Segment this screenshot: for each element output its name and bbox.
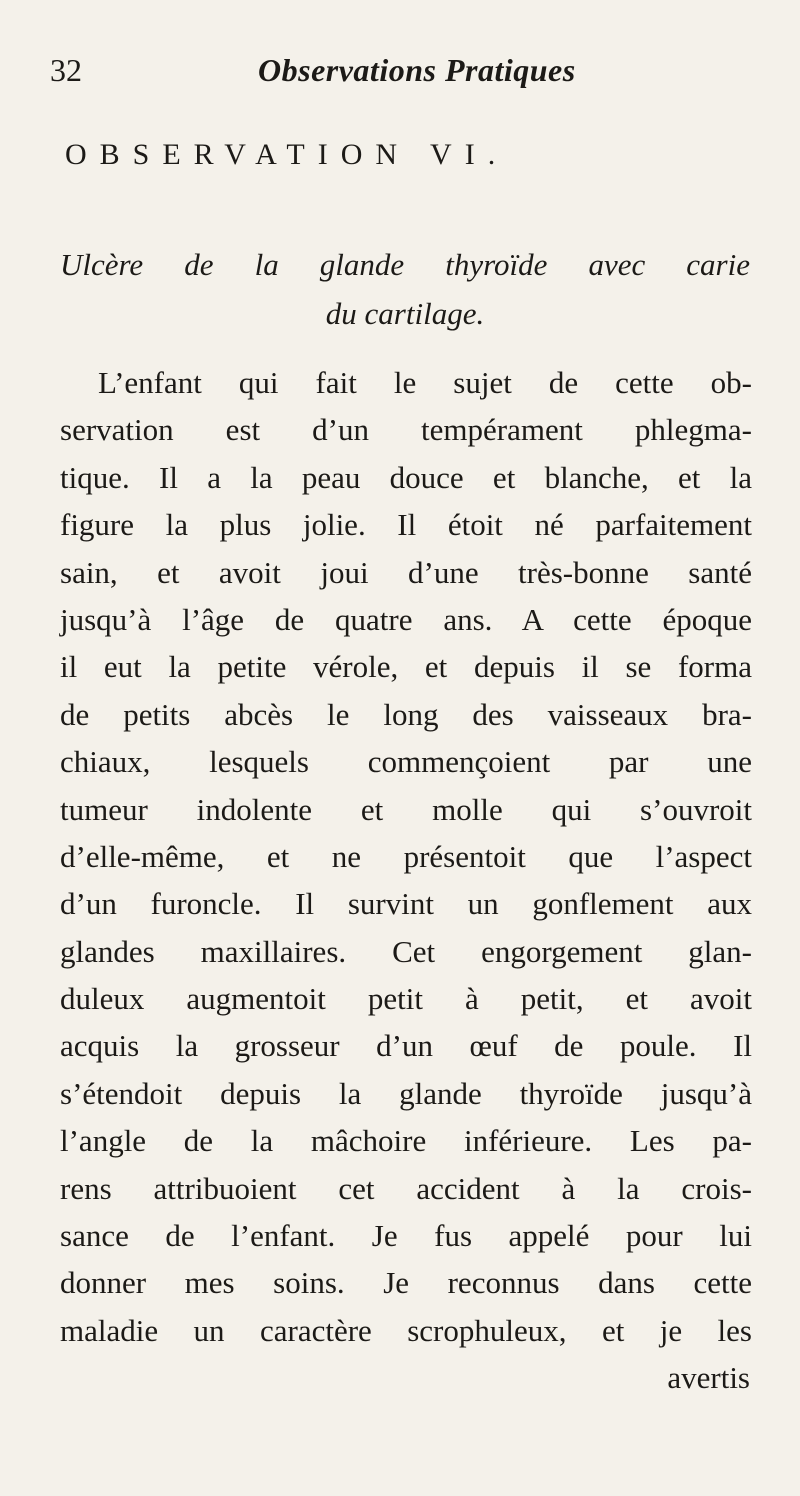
body-line: il eut la petite vérole, et depuis il se forma	[60, 649, 752, 685]
subtitle-line: Ulcère de la glande thyroïde avec carie	[60, 247, 750, 282]
subtitle-line: du cartilage.	[325, 296, 485, 331]
body-line: sain, et avoit joui d’une très-bonne santé	[60, 554, 752, 590]
body-line: chiaux, lesquels commençoient par une	[60, 744, 752, 780]
body-line: servation est d’un tempérament phlegma-	[60, 412, 752, 448]
body-line: tique. Il a la peau douce et blanche, et la	[60, 459, 752, 495]
running-head	[50, 52, 750, 102]
body-line: figure la plus jolie. Il étoit né parfaitement	[60, 507, 752, 543]
body-line: rens attribuoient cet accident à la crois-	[60, 1170, 752, 1206]
body-line: L’enfant qui fait le sujet de cette ob-	[98, 365, 752, 400]
observation-heading: OBSERVATION VI.	[65, 138, 509, 171]
page-number: 32	[50, 52, 82, 88]
body-paragraph	[60, 359, 752, 1402]
body-line: duleux augmentoit petit à petit, et avoit	[60, 981, 752, 1017]
body-line: jusqu’à l’âge de quatre ans. A cette époque	[60, 601, 752, 637]
body-line: de petits abcès le long des vaisseaux bra-	[60, 696, 752, 732]
body-line: donner mes soins. Je reconnus dans cette	[60, 1265, 752, 1301]
running-title: Observations Pratiques	[258, 52, 576, 88]
body-line: maladie un caractère scrophuleux, et je les	[60, 1312, 752, 1348]
body-line: acquis la grosseur d’un œuf de poule. Il	[60, 1028, 752, 1064]
body-line: s’étendoit depuis la glande thyroïde jusqu’à	[60, 1075, 752, 1111]
observation-subtitle	[60, 240, 750, 338]
body-line: d’un furoncle. Il survint un gonflement aux	[60, 886, 752, 922]
body-line: d’elle-même, et ne présentoit que l’aspect	[60, 838, 752, 874]
body-line: sance de l’enfant. Je fus appelé pour lui	[60, 1218, 752, 1254]
catchword: avertis	[667, 1360, 750, 1396]
body-line: glandes maxillaires. Cet engorgement glan-	[60, 933, 752, 969]
body-line: tumeur indolente et molle qui s’ouvroit	[60, 791, 752, 827]
body-line: l’angle de la mâchoire inférieure. Les pa-	[60, 1123, 752, 1159]
